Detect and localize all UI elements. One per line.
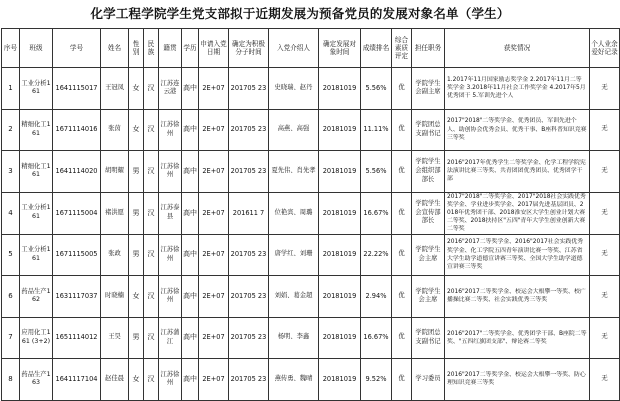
introducers-cell: 夏先伟、肖先孝: [269, 151, 319, 193]
table-row: [2, 68, 620, 110]
education-cell: 高中: [182, 276, 199, 318]
gender-cell: 男: [129, 234, 144, 276]
student-id-cell: 1641114020: [53, 151, 101, 193]
development-date-cell: 20181019: [319, 234, 361, 276]
introducers-cell: 高燕、高强: [269, 109, 319, 151]
header-cell: 民族: [144, 29, 159, 68]
row-number: 1: [2, 68, 20, 110]
apply-date-cell: 2E+07: [199, 234, 229, 276]
rank-cell: 9.52%: [361, 359, 392, 401]
name-cell: 时晓楠: [101, 276, 129, 318]
class-cell: 精细化工161: [20, 151, 53, 193]
table-body: [2, 68, 620, 401]
apply-date-cell: 2E+07: [199, 109, 229, 151]
name-cell: 王冠凤: [101, 68, 129, 110]
row-number: 4: [2, 192, 20, 234]
gender-cell: 女: [129, 276, 144, 318]
gender-cell: 女: [129, 68, 144, 110]
position-cell: 学院团总支副书记: [412, 109, 445, 151]
development-date-cell: 20181019: [319, 276, 361, 318]
header-cell: 学号: [53, 29, 101, 68]
activist-date-cell: 201705 23: [229, 109, 269, 151]
name-cell: 王昊: [101, 317, 129, 359]
table-row: [2, 192, 620, 234]
row-number: 6: [2, 276, 20, 318]
apply-date-cell: 2E+07: [199, 68, 229, 110]
education-cell: 高中: [182, 151, 199, 193]
rank-cell: 2.94%: [361, 276, 392, 318]
hobby-cell: 无: [590, 234, 620, 276]
header-cell: 综合素质评定: [392, 29, 412, 68]
rank-cell: 5.56%: [361, 68, 392, 110]
awards-cell: 2016"2017二等奖学金、校运会大根攀一等奖、防心理知识竞赛三等奖: [445, 359, 590, 401]
candidate-table: [1, 28, 620, 401]
development-date-cell: 20181019: [319, 317, 361, 359]
row-number: 7: [2, 317, 20, 359]
introducers-cell: 史晓瑞、赵丹: [269, 68, 319, 110]
name-cell: 张茵: [101, 109, 129, 151]
origin-cell: 江苏连云港: [159, 68, 182, 110]
activist-date-cell: 201705 23: [229, 151, 269, 193]
class-cell: 工业分析161: [20, 68, 53, 110]
table-row: [2, 276, 620, 318]
gender-cell: 男: [129, 151, 144, 193]
student-id-cell: 1651114012: [53, 317, 101, 359]
quality-cell: 优: [392, 192, 412, 234]
activist-date-cell: 201611 7: [229, 192, 269, 234]
quality-cell: 优: [392, 276, 412, 318]
row-number: 2: [2, 109, 20, 151]
education-cell: 高中: [182, 68, 199, 110]
awards-cell: 2016"2017二等奖学金、校运会大根攀一等奖、校广播操比赛二等奖、社会实践优秀三等奖: [445, 276, 590, 318]
hobby-cell: 无: [590, 359, 620, 401]
quality-cell: 优: [392, 68, 412, 110]
table-row: [2, 151, 620, 193]
development-date-cell: 20181019: [319, 151, 361, 193]
gender-cell: 男: [129, 317, 144, 359]
class-cell: 工业分析161: [20, 234, 53, 276]
ethnic-cell: 汉: [144, 68, 159, 110]
class-cell: 药品生产163: [20, 359, 53, 401]
header-cell: 序号: [2, 29, 20, 68]
activist-date-cell: 201705 23: [229, 68, 269, 110]
position-cell: 学院学生会组织部部长: [412, 151, 445, 193]
rank-cell: 11.11%: [361, 109, 392, 151]
gender-cell: 男: [129, 192, 144, 234]
ethnic-cell: 汉: [144, 109, 159, 151]
header-cell: 担任职务: [412, 29, 445, 68]
position-cell: 学院学生会副主席: [412, 68, 445, 110]
name-cell: 胡明耀: [101, 151, 129, 193]
origin-cell: 江苏蒲江: [159, 317, 182, 359]
apply-date-cell: 2E+07: [199, 317, 229, 359]
rank-cell: 5.56%: [361, 151, 392, 193]
ethnic-cell: 汉: [144, 192, 159, 234]
header-cell: 个人业余爱好记录: [590, 29, 620, 68]
development-date-cell: 20181019: [319, 359, 361, 401]
development-date-cell: 20181019: [319, 68, 361, 110]
development-date-cell: 20181019: [319, 192, 361, 234]
position-cell: 学院学生会主席: [412, 276, 445, 318]
student-id-cell: 1671114016: [53, 109, 101, 151]
rank-cell: 16.67%: [361, 192, 392, 234]
hobby-cell: 无: [590, 317, 620, 359]
apply-date-cell: 2E+07: [199, 359, 229, 401]
header-cell: 成绩排名: [361, 29, 392, 68]
awards-cell: 2017"2018"二等奖学金、2017"2018社会实践优秀奖学金、学业进步奖学金、2017届先进基层团员、2018年优秀团干部、2018淮安区大学生创业计划大赛二等奖、2018扶持区"五四"青年大学生创业创新大赛二等奖: [445, 192, 590, 234]
header-cell: 性别: [129, 29, 144, 68]
introducers-cell: 唐学红、刘珊: [269, 234, 319, 276]
origin-cell: 江苏徐州: [159, 109, 182, 151]
name-cell: 褚洪愿: [101, 192, 129, 234]
ethnic-cell: 汉: [144, 234, 159, 276]
origin-cell: 江苏徐州: [159, 151, 182, 193]
position-cell: 学院学生会主席: [412, 234, 445, 276]
quality-cell: 优: [392, 234, 412, 276]
education-cell: 高中: [182, 317, 199, 359]
quality-cell: 优: [392, 151, 412, 193]
awards-cell: 2016"2017二等奖学金、2016"2017社会实践优秀奖学金、化工学院五四青年演讲比赛一等奖、江苏省大学生助学道德宣讲赛三等奖、全国大学生助学道德宣讲赛三等奖: [445, 234, 590, 276]
header-cell: 学历: [182, 29, 199, 68]
education-cell: 高中: [182, 109, 199, 151]
rank-cell: 22.22%: [361, 234, 392, 276]
introducers-cell: 位艳宾、周璐: [269, 192, 319, 234]
hobby-cell: 无: [590, 68, 620, 110]
position-cell: 学习委员: [412, 359, 445, 401]
hobby-cell: 无: [590, 151, 620, 193]
document-title: 化学工程学院学生党支部拟于近期发展为预备党员的发展对象名单（学生）: [90, 6, 510, 21]
apply-date-cell: 2E+07: [199, 276, 229, 318]
origin-cell: 江苏徐州: [159, 234, 182, 276]
origin-cell: 江苏徐州: [159, 276, 182, 318]
header-cell: 确定发展对象时间: [319, 29, 361, 68]
student-id-cell: 1641115017: [53, 68, 101, 110]
row-number: 5: [2, 234, 20, 276]
row-number: 8: [2, 359, 20, 401]
introducers-cell: 燕传勇、魏晴: [269, 359, 319, 401]
introducers-cell: 杨明、李鑫: [269, 317, 319, 359]
development-date-cell: 20181019: [319, 109, 361, 151]
class-cell: 应用化工161 (3+2): [20, 317, 53, 359]
name-cell: 张政: [101, 234, 129, 276]
table-row: [2, 234, 620, 276]
ethnic-cell: 汉: [144, 317, 159, 359]
awards-cell: 2016"2017"二等奖学金、优秀团学干部、B座院二等奖、"五四红旗团支部"、辩论赛二等奖: [445, 317, 590, 359]
table-row: [2, 359, 620, 401]
ethnic-cell: 汉: [144, 359, 159, 401]
awards-cell: 2016"2017年优秀学生二等奖学金、化学工程学院宪法演讲比赛三等奖、共青团团优秀团员、优秀团学干部: [445, 151, 590, 193]
header-cell: 入党介绍人: [269, 29, 319, 68]
hobby-cell: 无: [590, 276, 620, 318]
apply-date-cell: 2E+07: [199, 192, 229, 234]
origin-cell: 江苏泰县: [159, 192, 182, 234]
education-cell: 高中: [182, 359, 199, 401]
education-cell: 高中: [182, 234, 199, 276]
table-row: [2, 317, 620, 359]
hobby-cell: 无: [590, 192, 620, 234]
quality-cell: 优: [392, 359, 412, 401]
header-cell: 姓名: [101, 29, 129, 68]
header-cell: 籍贯: [159, 29, 182, 68]
rank-cell: 16.67%: [361, 317, 392, 359]
header-cell: 申请入党日期: [199, 29, 229, 68]
activist-date-cell: 201705 23: [229, 276, 269, 318]
table-row: [2, 109, 620, 151]
student-id-cell: 1641117104: [53, 359, 101, 401]
header-cell: 班级: [20, 29, 53, 68]
class-cell: 精细化工161: [20, 109, 53, 151]
education-cell: 高中: [182, 192, 199, 234]
class-cell: 工业分析161: [20, 192, 53, 234]
hobby-cell: 无: [590, 109, 620, 151]
quality-cell: 优: [392, 317, 412, 359]
introducers-cell: 刘娟、葛金超: [269, 276, 319, 318]
student-id-cell: 1671115004: [53, 192, 101, 234]
class-cell: 药品生产162: [20, 276, 53, 318]
awards-cell: 2017"2018"二等奖学金、优秀团员、军训先进个人、助创协会优秀会员、优秀干事、B座科普知识竞赛三等奖: [445, 109, 590, 151]
table-header-row: [2, 29, 620, 68]
student-id-cell: 1671115005: [53, 234, 101, 276]
activist-date-cell: 201705 23: [229, 359, 269, 401]
header-cell: 确定为积极分子时间: [229, 29, 269, 68]
apply-date-cell: 2E+07: [199, 151, 229, 193]
position-cell: 学院团总支副书记: [412, 317, 445, 359]
ethnic-cell: 汉: [144, 151, 159, 193]
ethnic-cell: 汉: [144, 276, 159, 318]
activist-date-cell: 201705 23: [229, 234, 269, 276]
row-number: 3: [2, 151, 20, 193]
awards-cell: 1.2017年11月国家励志奖学金 2.2017年11月二等奖学金 3.2018年11月社会工作奖学金 4.2017年5月优秀团干 5.军训先进个人: [445, 68, 590, 110]
position-cell: 学院学生会宣传部部长: [412, 192, 445, 234]
header-cell: 获奖情况: [445, 29, 590, 68]
student-id-cell: 1631117037: [53, 276, 101, 318]
activist-date-cell: 201705 23: [229, 317, 269, 359]
gender-cell: 女: [129, 109, 144, 151]
origin-cell: 江苏徐州: [159, 359, 182, 401]
gender-cell: 女: [129, 359, 144, 401]
quality-cell: 优: [392, 109, 412, 151]
name-cell: 赵佳晨: [101, 359, 129, 401]
